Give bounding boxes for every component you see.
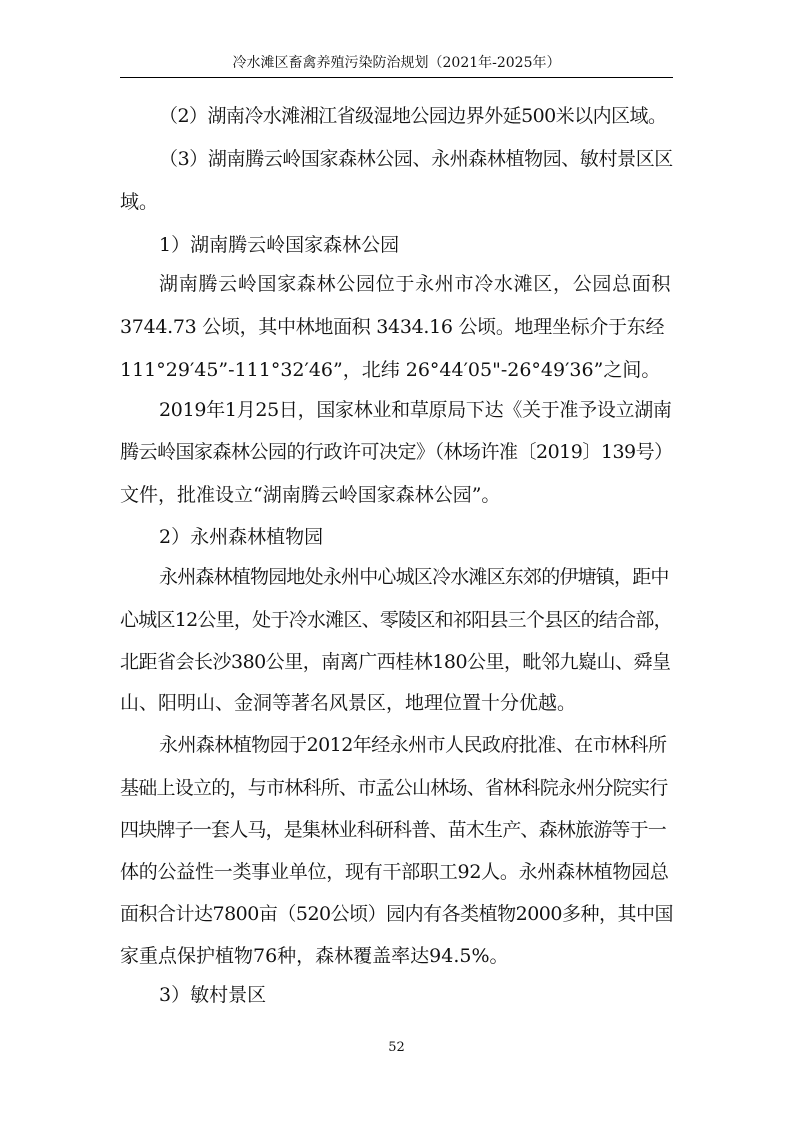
- section-heading: 2）永州森林植物园: [159, 526, 324, 548]
- body-paragraph-line: （3）湖南腾云岭国家森林公园、永州森林植物园、敏村景区区: [159, 148, 673, 170]
- body-paragraph-line: 四块牌子一套人马，是集林业科研科普、苗木生产、森林旅游等于一: [120, 819, 667, 841]
- body-paragraph-line: （2）湖南冷水滩湘江省级湿地公园边界外延500米以内区域。: [159, 105, 667, 127]
- body-paragraph-line: 111°29′45”-111°32′46”，北纬 26°44′05"-26°49′36”之间。: [120, 359, 661, 381]
- body-paragraph-line: 山、阳明山、金洞等著名风景区，地理位置十分优越。: [120, 692, 577, 714]
- body-paragraph-line: 基础上设立的，与市林科所、市孟公山林场、省林科院永州分院实行: [120, 777, 668, 799]
- running-header: 冷水滩区畜禽养殖污染防治规划（2021年-2025年）: [232, 55, 561, 71]
- body-paragraph-line: 2019年1月25日，国家林业和草原局下达《关于准予设立湖南: [159, 399, 672, 421]
- body-paragraph-line: 永州森林植物园于2012年经永州市人民政府批准、在市林科所: [159, 734, 667, 756]
- body-paragraph-line: 心城区12公里，处于冷水滩区、零陵区和祁阳县三个县区的结合部，: [120, 609, 672, 631]
- header-divider: [120, 77, 673, 78]
- page-number: 52: [388, 1040, 405, 1055]
- section-heading: 1）湖南腾云岭国家森林公园: [159, 234, 400, 256]
- body-paragraph-line: 腾云岭国家森林公园的行政许可决定》（林场许准〔2019〕139号）: [120, 441, 673, 463]
- body-paragraph-line: 3744.73 公顷，其中林地面积 3434.16 公顷。地理坐标介于东经: [120, 316, 665, 338]
- body-paragraph-line: 面积合计达7800亩（520公顷）园内有各类植物2000多种，其中国: [120, 903, 673, 925]
- body-paragraph-line: 文件，批准设立“湖南腾云岭国家森林公园”。: [120, 484, 501, 506]
- body-paragraph-line: 家重点保护植物76种，森林覆盖率达94.5%。: [120, 945, 509, 967]
- body-paragraph-line: 北距省会长沙380公里，南离广西桂林180公里，毗邻九嶷山、舜皇: [120, 651, 671, 673]
- body-paragraph-line: 域。: [120, 191, 159, 213]
- body-paragraph-line: 体的公益性一类事业单位，现有干部职工92人。永州森林植物园总: [120, 861, 669, 883]
- body-paragraph-line: 湖南腾云岭国家森林公园位于永州市冷水滩区，公园总面积: [159, 273, 672, 295]
- body-paragraph-line: 永州森林植物园地处永州中心城区冷水滩区东郊的伊塘镇，距中: [159, 566, 669, 588]
- section-heading: 3）敏村景区: [159, 984, 267, 1006]
